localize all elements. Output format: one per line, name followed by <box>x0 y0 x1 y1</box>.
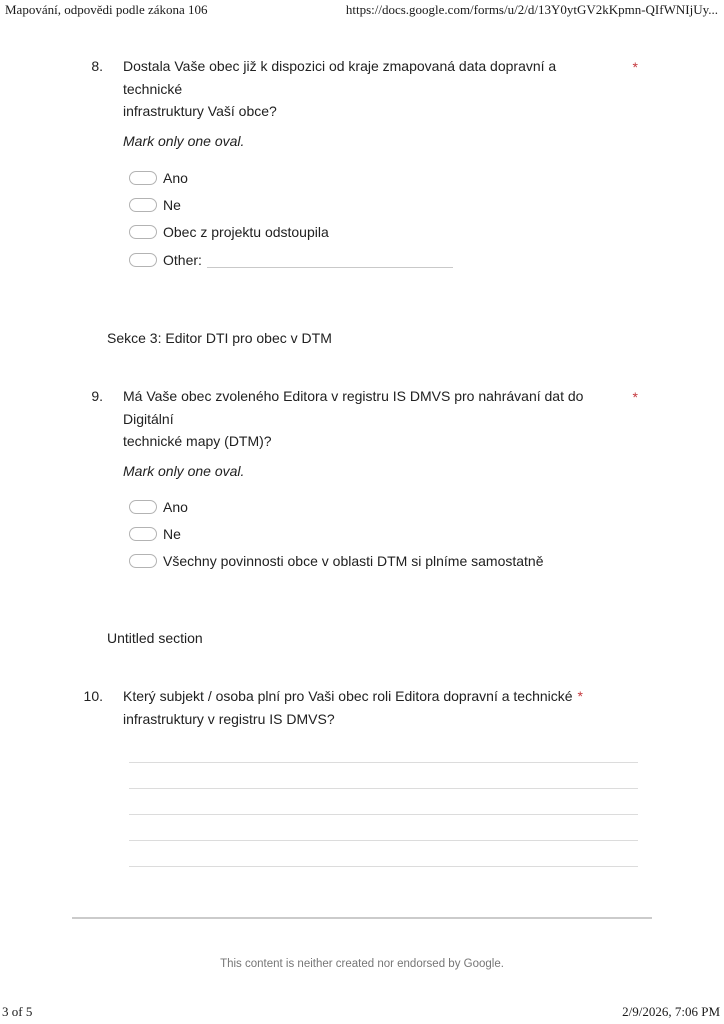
option-label: Všechny povinnosti obce v oblasti DTM si plníme samostatně <box>163 553 544 570</box>
print-footer-datetime: 2/9/2026, 7:06 PM <box>622 1004 720 1019</box>
other-write-in-line[interactable] <box>207 253 453 268</box>
question-10-text <box>123 685 583 730</box>
question-8 <box>72 55 638 123</box>
answer-line <box>129 840 638 841</box>
question-10-line <box>123 685 583 708</box>
question-8-instruction: Mark only one oval. <box>123 133 245 149</box>
question-8-line: technické <box>123 80 183 97</box>
radio-oval-icon <box>129 500 157 514</box>
required-asterisk: * <box>577 688 583 704</box>
question-10-line-text: Který subjekt / osoba plní pro Vaši obec roli Editora dopravní a technické <box>123 688 573 704</box>
option-label: Ne <box>163 526 181 543</box>
option-other[interactable] <box>129 246 453 273</box>
section-3-title: Sekce 3: Editor DTI pro obec v DTM <box>107 330 332 346</box>
answer-line <box>129 788 638 789</box>
option-label: Ano <box>163 169 188 186</box>
question-9-line: technické mapy (DTM)? <box>123 433 272 449</box>
untitled-section-title: Untitled section <box>107 630 203 646</box>
question-10-number: 10. <box>83 688 103 704</box>
answer-line <box>129 762 638 763</box>
radio-oval-icon <box>129 171 157 185</box>
radio-oval-icon <box>129 554 157 568</box>
option-label: Obec z projektu odstoupila <box>163 224 329 241</box>
question-9-options <box>129 493 544 575</box>
question-8-line: infrastruktury Vaší obce? <box>123 103 277 119</box>
option-ano[interactable] <box>129 493 544 520</box>
option-obec-odstoupila[interactable] <box>129 219 453 246</box>
required-asterisk: * <box>632 59 638 75</box>
option-povinnosti-samostatne[interactable] <box>129 548 544 575</box>
google-attribution: This content is neither created nor endorsed by Google. <box>220 958 504 970</box>
question-9 <box>72 385 638 453</box>
required-asterisk: * <box>632 389 638 405</box>
option-ne[interactable] <box>129 520 544 547</box>
radio-oval-icon <box>129 198 157 212</box>
question-8-line: Dostala Vaše obec již k dispozici od kraje zmapovaná data dopravní a <box>123 58 557 74</box>
option-label: Ne <box>163 197 181 214</box>
question-9-line: Digitální <box>123 410 174 427</box>
question-8-text <box>123 55 556 123</box>
option-label: Other: <box>163 251 202 268</box>
option-ne[interactable] <box>129 191 453 218</box>
question-10 <box>72 685 638 730</box>
answer-line <box>129 866 638 867</box>
question-9-line: Má Vaše obec zvoleného Editora v registru IS DMVS pro nahrávaní dat do <box>123 388 584 404</box>
option-ano[interactable] <box>129 164 453 191</box>
question-9-instruction: Mark only one oval. <box>123 463 245 479</box>
print-header-title: Mapování, odpovědi podle zákona 106 <box>5 2 208 17</box>
question-9-number: 9. <box>91 388 103 404</box>
print-header-url: https://docs.google.com/forms/u/2/d/13Y0ytGV2kKpmn-QIfWNIjUy... <box>345 2 718 17</box>
print-footer-page-indicator: 3 of 5 <box>2 1004 33 1019</box>
option-label: Ano <box>163 498 188 515</box>
question-10-answer-area[interactable] <box>129 762 638 892</box>
radio-oval-icon <box>129 225 157 239</box>
answer-line <box>129 814 638 815</box>
question-10-line: infrastruktury v registru IS DMVS? <box>123 710 335 727</box>
question-8-number: 8. <box>91 58 103 74</box>
radio-oval-icon <box>129 253 157 267</box>
question-8-options <box>129 164 453 274</box>
question-9-text <box>123 385 583 453</box>
radio-oval-icon <box>129 527 157 541</box>
footer-divider <box>72 917 652 919</box>
